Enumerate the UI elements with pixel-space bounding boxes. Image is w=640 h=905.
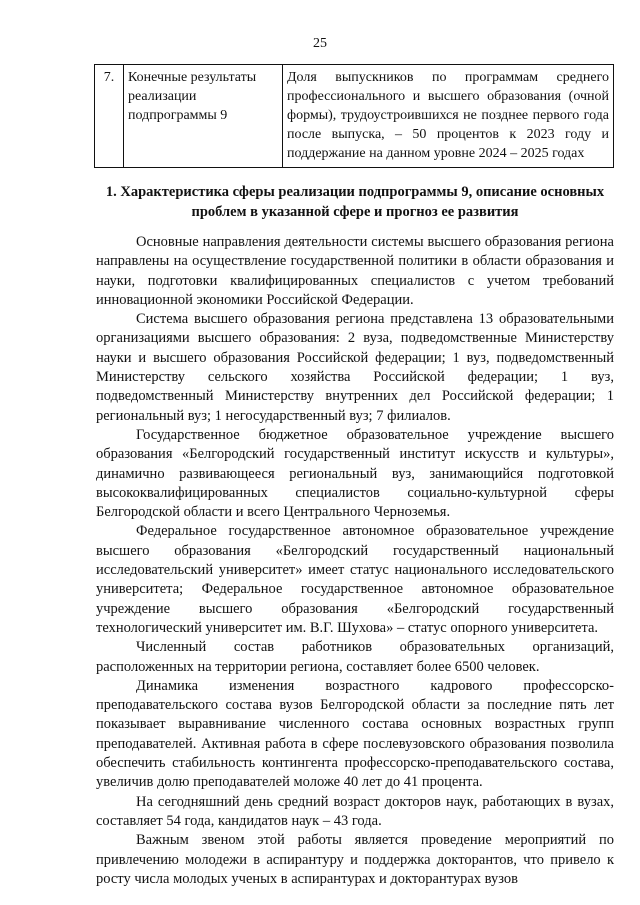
row-name: Конечные результаты реализации подпрограммы 9 [124, 65, 283, 168]
section-body [96, 233, 614, 889]
row-number: 7. [95, 65, 124, 168]
paragraph: Основные направления деятельности системы высшего образования региона направлены на осуществление государственной политики в области образования и науки, подготовки квалифицированных специалистов с учетом требований инновационной экономики Российской Федерации. [96, 234, 614, 308]
paragraph: Важным звеном этой работы является проведение мероприятий по привлечению молодежи в аспирантуру и поддержка докторантов, что привело к росту числа молодых ученых в аспирантурах и докторантурах вузов [96, 832, 614, 887]
paragraph: Динамика изменения возрастного кадрового профессорско-преподавательского состава вузов Белгородской области за последние пять лет показывает выравнивание численного состава основных возрастных групп преподавателей. Активная работа в сфере послевузовского образования позволила обеспечить стабильность контингента профессорско-преподавательского состава, увеличив долю преподавателей моложе 40 лет до 41 процента. [96, 677, 614, 791]
page-number: 25 [313, 36, 327, 51]
row-value: Доля выпускников по программам среднего профессионального и высшего образования (очной формы), трудоустроившихся не позднее первого года после выпуска, – 50 процентов к 2023 году и поддержание на данном уровне 2024 – 2025 годах [283, 65, 614, 168]
passport-table [94, 64, 614, 168]
section-heading: 1. Характеристика сферы реализации подпрограммы 9, описание основных проблем в указанной сфере и прогноз ее развития [105, 184, 605, 220]
paragraph: Государственное бюджетное образовательное учреждение высшего образования «Белгородский государственный институт искусств и культуры», динамично развивающееся региональный вуз, занимающийся подготовкой высококвалифицированных специалистов социально-культурной сферы Белгородской области и всего Центрального Черноземья. [96, 426, 614, 521]
paragraph: Система высшего образования региона представлена 13 образовательными организациями высшего образования: 2 вуза, подведомственные Министерству науки и высшего образования Российской федерации; 1 вуз, подведомственный Министерству сельского хозяйства Российской федерации; 1 вуз, подведомственный Министерству внутренних дел Российской федерации; 1 региональный вуз; 1 негосударственный вуз; 7 филиалов. [96, 311, 614, 424]
paragraph: Федеральное государственное автономное образовательное учреждение высшего образования «Белгородский государственный национальный исследовательский университет» имеет статус национального исследовательского университета; Федеральное государственное автономное образовательное учреждение высшего образования «Белгородский государственный технологический университет им. В.Г. Шухова» – статус опорного университета. [96, 523, 614, 636]
table-row [95, 65, 614, 168]
paragraph: Численный состав работников образовательных организаций, расположенных на территории региона, составляет более 6500 человек. [96, 639, 614, 675]
paragraph: На сегодняшний день средний возраст докторов наук, работающих в вузах, составляет 54 года, кандидатов наук – 43 года. [96, 793, 614, 829]
